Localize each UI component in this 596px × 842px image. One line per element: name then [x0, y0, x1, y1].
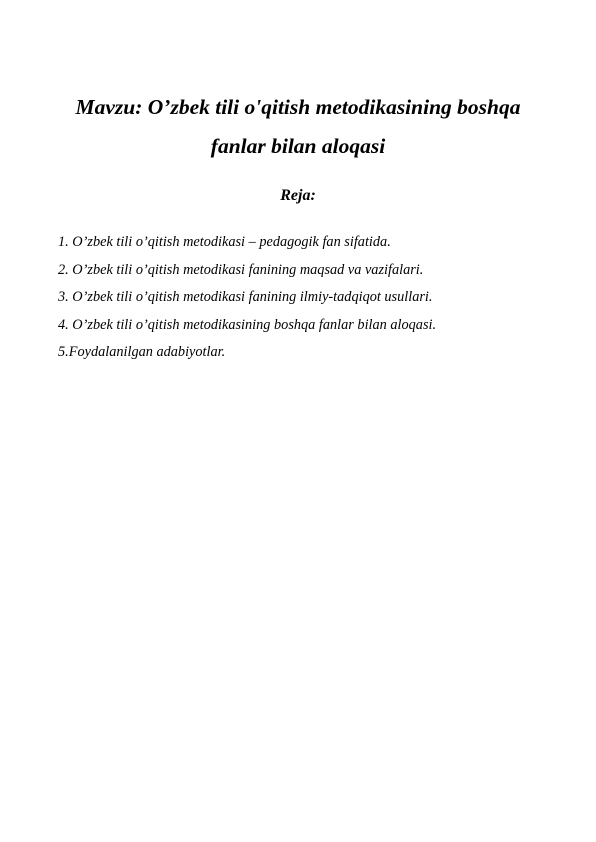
- plan-item: 4. O’zbek tili o’qitish metodikasining boshqa fanlar bilan aloqasi.: [58, 316, 437, 333]
- plan-item: 5.Foydalanilgan adabiyotlar.: [58, 344, 226, 360]
- document-title-line-1: Mavzu: O’zbek tili o'qitish metodikasining boshqa: [75, 95, 521, 119]
- plan-item: 3. O’zbek tili o’qitish metodikasi fanining ilmiy-tadqiqot usullari.: [58, 289, 433, 305]
- plan-item: 1. O’zbek tili o’qitish metodikasi – pedagogik fan sifatida.: [58, 234, 391, 250]
- plan-heading: Reja:: [280, 187, 316, 204]
- document-title-line-2: fanlar bilan aloqasi: [210, 134, 386, 158]
- plan-item: 2. O’zbek tili o’qitish metodikasi fanining maqsad va vazifalari.: [58, 261, 424, 278]
- plan-list: [58, 233, 436, 371]
